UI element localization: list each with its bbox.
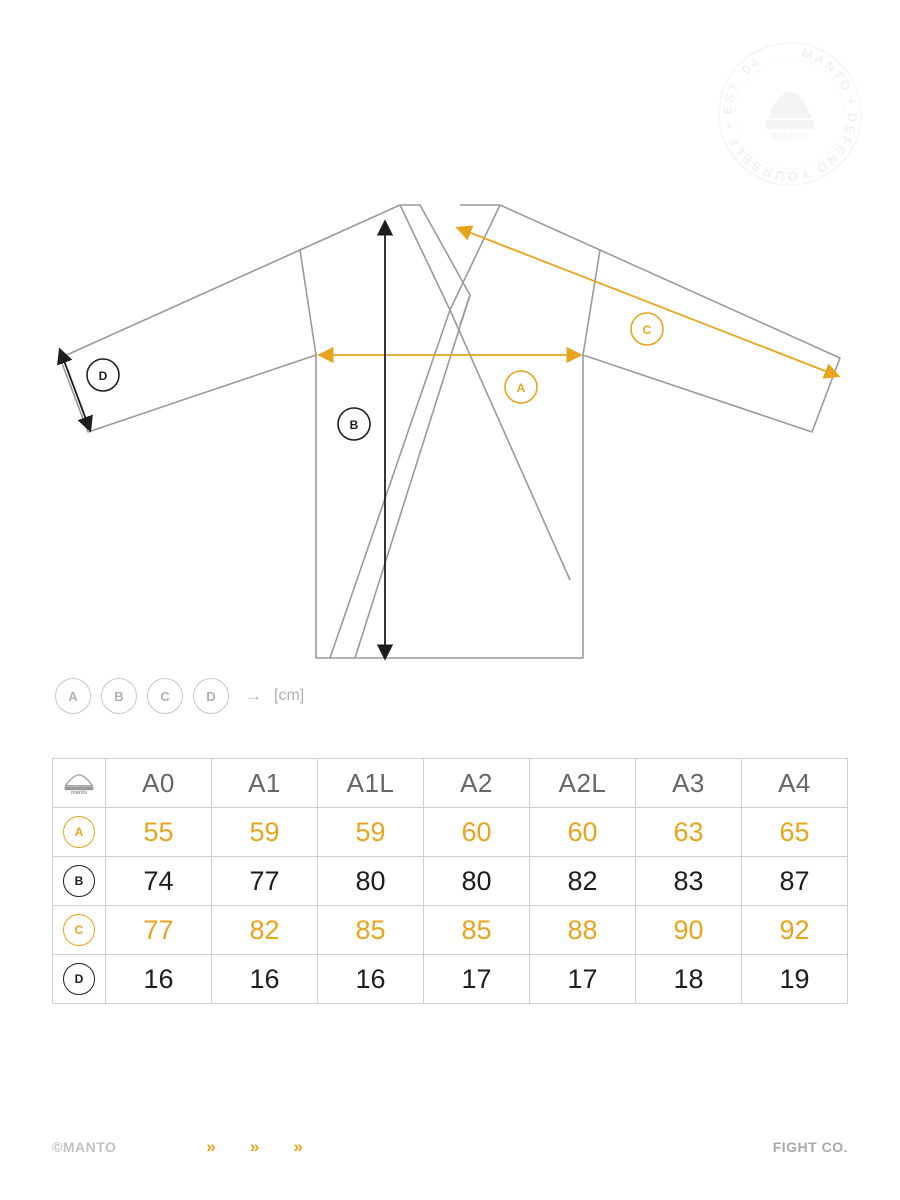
cell-d-a1l: 16 <box>318 955 424 1004</box>
row-badge-d-cell <box>53 955 106 1004</box>
table-header-row <box>53 759 848 808</box>
table-row <box>53 857 848 906</box>
cell-c-a3: 90 <box>636 906 742 955</box>
cell-a-a2l: 60 <box>530 808 636 857</box>
marker-c-label: C <box>642 323 652 337</box>
cell-a-a2: 60 <box>424 808 530 857</box>
brand-text: FIGHT CO. <box>772 1139 848 1155</box>
svg-text:manto: manto <box>771 130 809 142</box>
legend <box>55 678 304 714</box>
table-col-a1l: A1L <box>318 759 424 808</box>
chevron-right-icon: » <box>293 1137 303 1156</box>
row-badge-a: A <box>63 816 95 848</box>
size-table-wrap <box>52 758 848 1004</box>
cell-c-a2l: 88 <box>530 906 636 955</box>
row-badge-b-cell <box>53 857 106 906</box>
page-footer <box>52 1132 848 1162</box>
legend-badge-c: C <box>147 678 183 714</box>
manto-logo-icon <box>53 772 105 794</box>
table-row <box>53 906 848 955</box>
marker-b-label: B <box>349 418 359 432</box>
size-table <box>52 758 848 1004</box>
table-col-a3: A3 <box>636 759 742 808</box>
table-col-a1: A1 <box>212 759 318 808</box>
measure-line-d <box>60 350 90 430</box>
row-badge-c: C <box>63 914 95 946</box>
svg-text:manto: manto <box>70 789 88 794</box>
cell-b-a2: 80 <box>424 857 530 906</box>
chevron-right-icon: » <box>249 1137 260 1156</box>
cell-c-a0: 77 <box>106 906 212 955</box>
table-col-a4: A4 <box>742 759 848 808</box>
table-col-a2: A2 <box>424 759 530 808</box>
cell-d-a0: 16 <box>106 955 212 1004</box>
gi-diagram <box>0 150 900 690</box>
cell-a-a3: 63 <box>636 808 742 857</box>
cell-b-a2l: 82 <box>530 857 636 906</box>
cell-b-a3: 83 <box>636 857 742 906</box>
marker-a-label: A <box>516 381 526 395</box>
cell-b-a1l: 80 <box>318 857 424 906</box>
cell-d-a2: 17 <box>424 955 530 1004</box>
table-col-a2l: A2L <box>530 759 636 808</box>
table-row <box>53 808 848 857</box>
cell-c-a1: 82 <box>212 906 318 955</box>
legend-badge-b: B <box>101 678 137 714</box>
cell-c-a1l: 85 <box>318 906 424 955</box>
cell-c-a2: 85 <box>424 906 530 955</box>
cell-d-a2l: 17 <box>530 955 636 1004</box>
cell-d-a4: 19 <box>742 955 848 1004</box>
cell-a-a4: 65 <box>742 808 848 857</box>
cell-b-a4: 87 <box>742 857 848 906</box>
cell-a-a1: 59 <box>212 808 318 857</box>
cell-d-a3: 18 <box>636 955 742 1004</box>
chevron-group <box>206 1137 302 1157</box>
cell-c-a4: 92 <box>742 906 848 955</box>
cell-b-a1: 77 <box>212 857 318 906</box>
cell-a-a0: 55 <box>106 808 212 857</box>
svg-text:MANTO • DEFEND YOURSELF • EST.: MANTO • DEFEND YOURSELF • EST. 04 <box>719 45 861 185</box>
row-badge-a-cell <box>53 808 106 857</box>
table-corner-cell <box>53 759 106 808</box>
legend-badge-a: A <box>55 678 91 714</box>
legend-unit: [cm] <box>274 687 305 704</box>
cell-a-a1l: 59 <box>318 808 424 857</box>
row-badge-d: D <box>63 963 95 995</box>
chevron-right-icon: » <box>206 1137 216 1156</box>
cell-b-a0: 74 <box>106 857 212 906</box>
row-badge-b: B <box>63 865 95 897</box>
table-row <box>53 955 848 1004</box>
measure-line-c <box>458 228 838 376</box>
legend-arrow-icon: → <box>245 686 262 705</box>
legend-badge-d: D <box>193 678 229 714</box>
marker-d-label: D <box>98 369 108 383</box>
table-col-a0: A0 <box>106 759 212 808</box>
copyright-text: ©MANTO <box>52 1139 117 1155</box>
row-badge-c-cell <box>53 906 106 955</box>
cell-d-a1: 16 <box>212 955 318 1004</box>
